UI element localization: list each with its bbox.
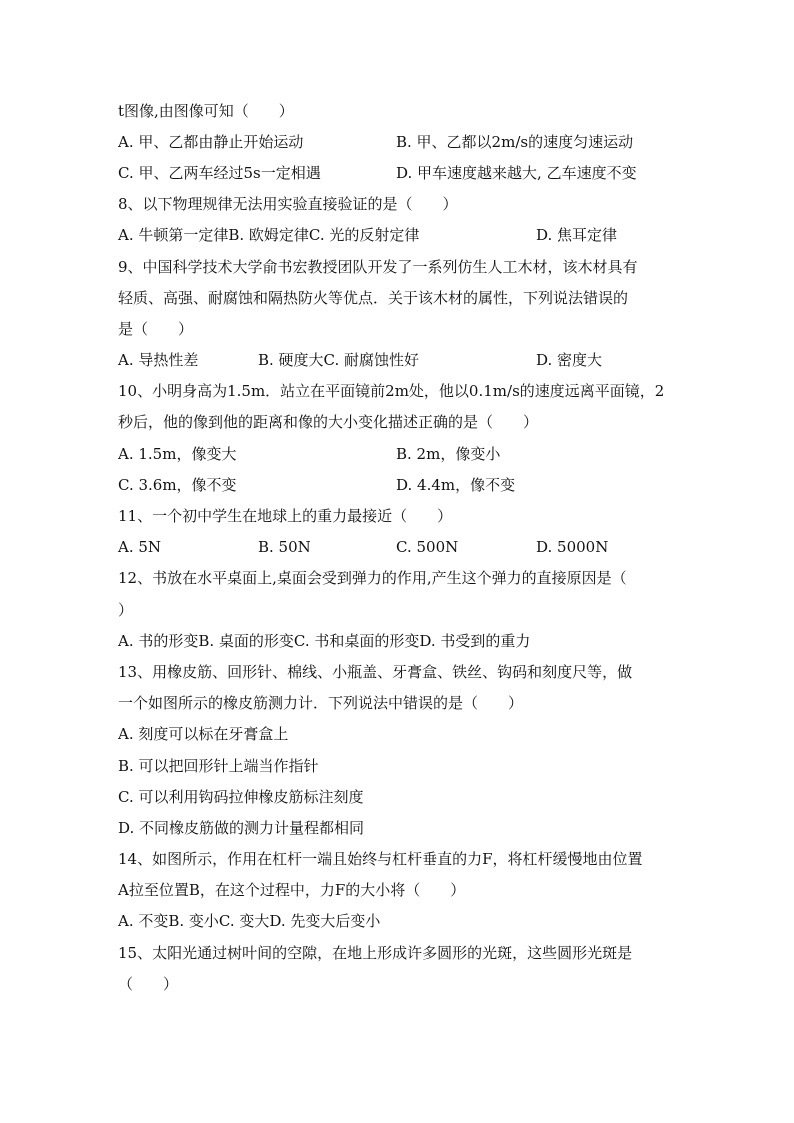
q8-stem: 8、以下物理规律无法用实验直接验证的是（ ）	[118, 195, 458, 213]
q8-option-d: D. 焦耳定律	[536, 226, 618, 244]
q13-option-b: B. 可以把回形针上端当作指针	[118, 757, 319, 775]
q11-stem: 11、一个初中学生在地球上的重力最接近（ ）	[118, 507, 453, 525]
q9-option-a: A. 导热性差	[118, 351, 199, 369]
q10-option-b: B. 2m，像变小	[396, 445, 501, 463]
q9-option-d: D. 密度大	[536, 351, 603, 369]
q10-stem-line-1: 10、小明身高为1.5m．站立在平面镜前2m处，他以0.1m/s的速度远离平面镜，2	[118, 382, 665, 400]
q9-options-bc: B. 硬度大C. 耐腐蚀性好	[258, 351, 420, 369]
q10-option-c: C. 3.6m，像不变	[118, 476, 237, 494]
q14-stem-line-2: A拉至位置B，在这个过程中，力F的大小将（ ）	[118, 881, 466, 899]
q7-option-a: A. 甲、乙都由静止开始运动	[118, 133, 304, 151]
q7-option-d: D. 甲车速度越来越大, 乙车速度不变	[396, 164, 637, 182]
q9-stem-line-3: 是（ ）	[118, 320, 194, 338]
q7-option-c: C. 甲、乙两车经过5s一定相遇	[118, 164, 321, 182]
q13-option-a: A. 刻度可以标在牙膏盒上	[118, 725, 289, 743]
q10-option-a: A. 1.5m，像变大	[118, 445, 237, 463]
q7-option-b: B. 甲、乙都以2m/s的速度匀速运动	[396, 133, 634, 151]
q14-options: A. 不变B. 变小C. 变大D. 先变大后变小	[118, 912, 381, 930]
q15-stem-line-2: （ ）	[118, 975, 179, 993]
q12-options: A. 书的形变B. 桌面的形变C. 书和桌面的形变D. 书受到的重力	[118, 632, 531, 650]
q13-stem-line-2: 一个如图所示的橡皮筋测力计．下列说法中错误的是（ ）	[118, 694, 524, 712]
q8-options-abc: A. 牛顿第一定律B. 欧姆定律C. 光的反射定律	[118, 226, 420, 244]
q12-stem-line-2: ）	[118, 601, 134, 619]
q11-option-c: C. 500N	[396, 538, 459, 556]
q11-option-a: A. 5N	[118, 538, 162, 556]
q15-stem-line-1: 15、太阳光通过树叶间的空隙，在地上形成许多圆形的光斑，这些圆形光斑是	[118, 944, 633, 962]
q10-option-d: D. 4.4m，像不变	[396, 476, 516, 494]
q9-stem-line-1: 9、中国科学技术大学俞书宏教授团队开发了一系列仿生人工木材，该木材具有	[118, 258, 638, 276]
q14-stem-line-1: 14、如图所示，作用在杠杆一端且始终与杠杆垂直的力F，将杠杆缓慢地由位置	[118, 850, 643, 868]
q11-option-d: D. 5000N	[536, 538, 609, 556]
q12-stem-line-1: 12、书放在水平桌面上,桌面会受到弹力的作用,产生这个弹力的直接原因是（	[118, 569, 627, 587]
q10-stem-line-2: 秒后，他的像到他的距离和像的大小变化描述正确的是（ ）	[118, 413, 539, 431]
q11-option-b: B. 50N	[258, 538, 311, 556]
q9-stem-line-2: 轻质、高强、耐腐蚀和隔热防火等优点．关于该木材的属性，下列说法错误的	[118, 289, 629, 307]
q13-option-c: C. 可以利用钩码拉伸橡皮筋标注刻度	[118, 788, 364, 806]
q13-stem-line-1: 13、用橡皮筋、回形针、棉线、小瓶盖、牙膏盒、铁丝、钩码和刻度尺等，做	[118, 663, 633, 681]
q7-stem-tail: t图像,由图像可知（ ）	[118, 102, 294, 120]
q13-option-d: D. 不同橡皮筋做的测力计量程都相同	[118, 819, 365, 837]
